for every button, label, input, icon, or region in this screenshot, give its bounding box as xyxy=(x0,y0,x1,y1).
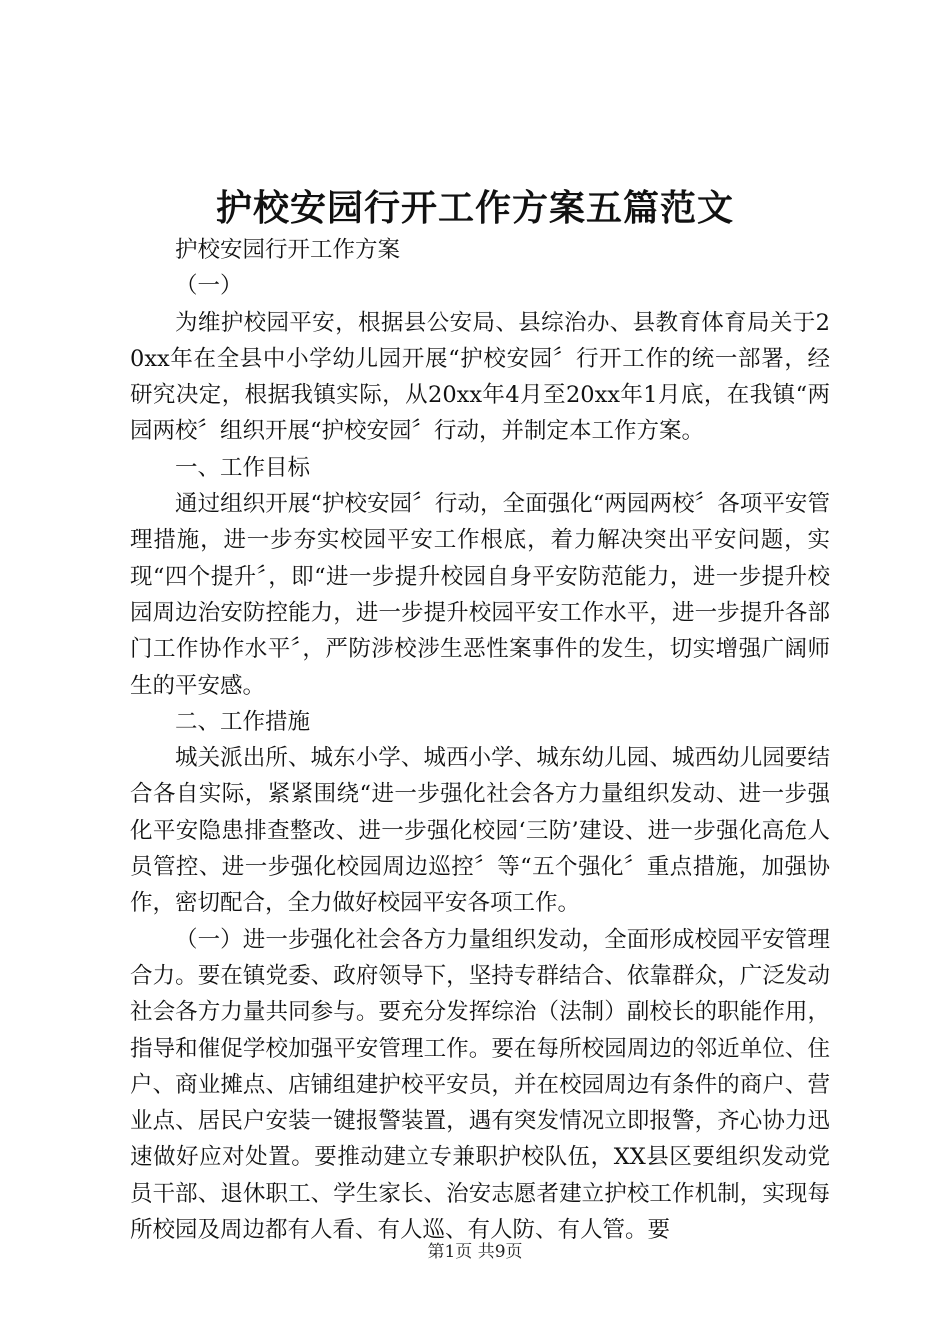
page-footer: 第1页 共9页 xyxy=(427,1242,523,1262)
document-subtitle: 护校安园行开工作方案 xyxy=(175,237,401,263)
document-body xyxy=(130,206,830,1248)
paragraph: 城关派出所、城东小学、城西小学、城东幼儿园、城西幼儿园要结合各自实际，紧紧围绕“进一步强化社会各方力量组织发动、进一步强化平安隐患排查整改、进一步强化校园‘三防’建设、进一步强化高危人员管控、进一步强化校园周边巡控〞等“五个强化〞重点措施，加强协作，密切配合，全力做好校园平安各项工作。 xyxy=(130,745,830,917)
section-heading: 一、工作目标 xyxy=(175,454,311,481)
paragraph: 通过组织开展“护校安园〞行动，全面强化“两园两校〞各项平安管理措施，进一步夯实校园平安工作根底，着力解决突出平安问题，实现“四个提升〞，即“进一步提升校园自身平安防范能力，进一步提升校园周边治安防控能力，进一步提升校园平安工作水平，进一步提升各部门工作协作水平〞，严防涉校涉生恶性案事件的发生，切实增强广阔师生的平安感。 xyxy=(130,491,830,699)
paragraph: （一） xyxy=(175,273,243,300)
section-heading: 二、工作措施 xyxy=(175,708,311,735)
paragraph: （一）进一步强化社会各方力量组织发动，全面形成校园平安管理合力。要在镇党委、政府领导下，坚持专群结合、依靠群众，广泛发动社会各方力量共同参与。要充分发挥综治（法制）副校长的职能作用，指导和催促学校加强平安管理工作。要在每所校园周边的邻近单位、住户、商业摊点、店铺组建护校平安员，并在校园周边有条件的商户、营业点、居民户安装一键报警装置，遇有突发情况立即报警，齐心协力迅速做好应对处置。要推动建立专兼职护校队伍，XX县区要组织发动党员干部、退休职工、学生家长、治安志愿者建立护校工作机制，实现每所校园及周边都有人看、有人巡、有人防、有人管。要 xyxy=(130,926,830,1244)
paragraph: 为维护校园平安，根据县公安局、县综治办、县教育体育局关于20xx年在全县中小学幼儿园开展“护校安园〞行开工作的统一部署，经研究决定，根据我镇实际，从20xx年4月至20xx年1月底，在我镇“两园两校〞组织开展“护校安园〞行动，并制定本工作方案。 xyxy=(130,309,830,445)
document-title: 护校安园行开工作方案五篇范文 xyxy=(215,187,734,229)
